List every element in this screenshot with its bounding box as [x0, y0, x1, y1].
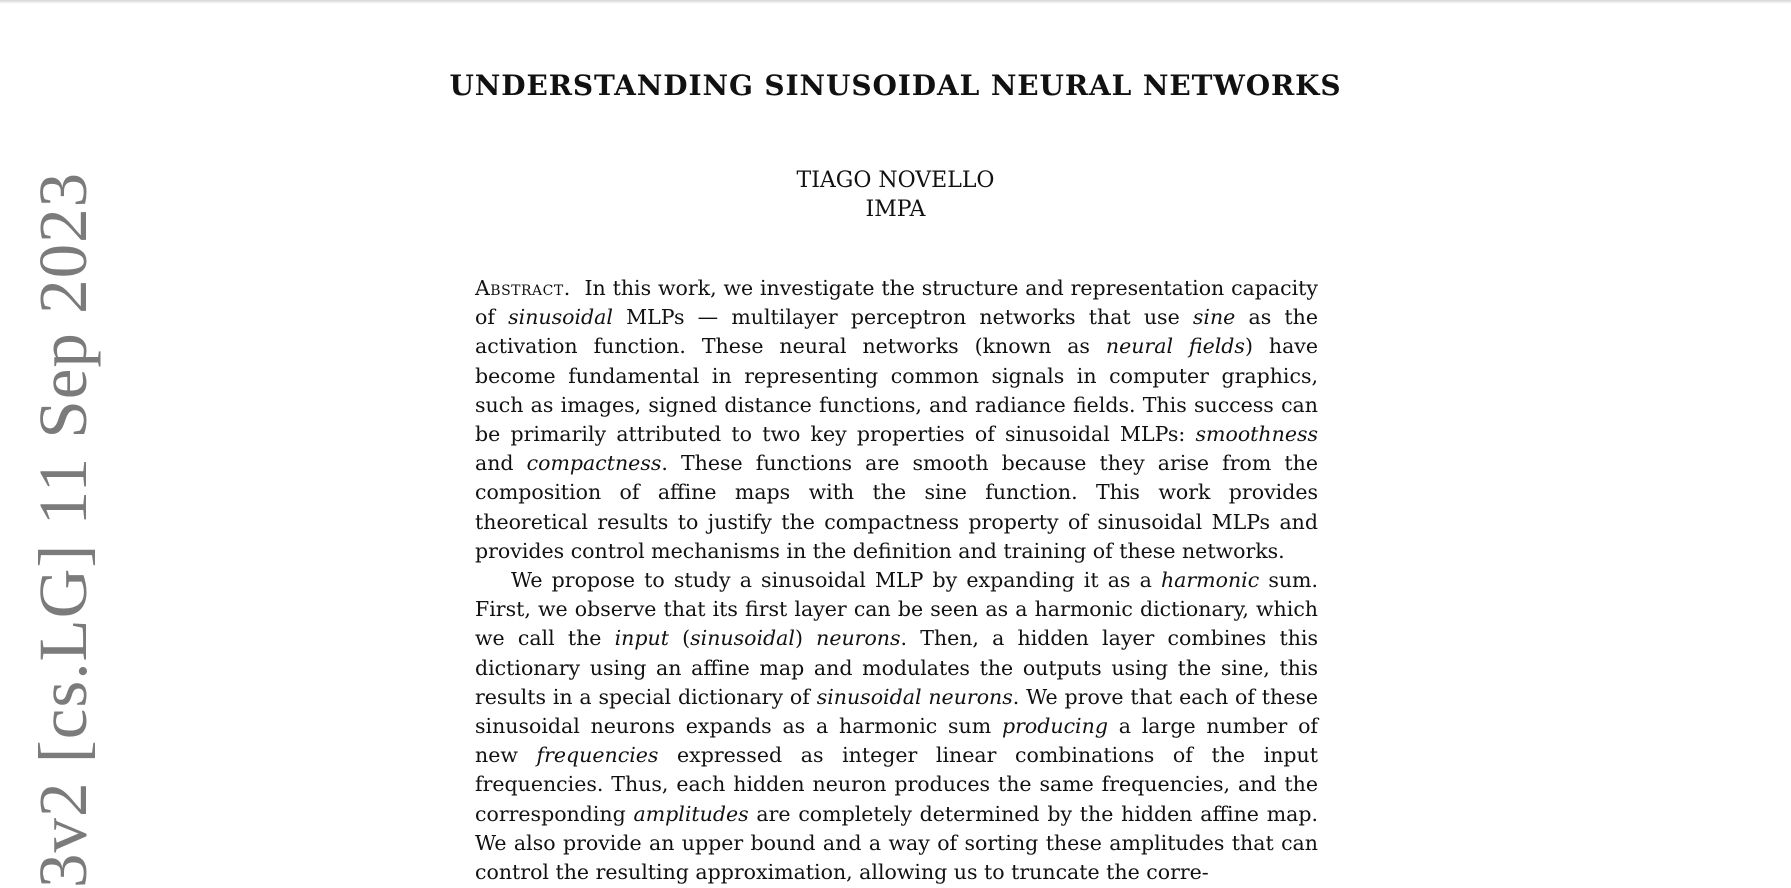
emphasis: input: [614, 626, 669, 651]
emphasis: sinusoidal: [690, 626, 795, 651]
emphasis: neural fields: [1105, 334, 1245, 359]
abstract-paragraph-1: [475, 274, 1318, 566]
abstract-text: and: [475, 451, 527, 476]
abstract-text: ): [794, 626, 817, 651]
emphasis: producing: [1001, 714, 1108, 739]
abstract: [475, 274, 1318, 887]
emphasis: sinusoidal: [508, 305, 613, 330]
emphasis: frequencies: [536, 743, 659, 768]
abstract-text: In this work, we investigate the structure and representation capacity of: [475, 276, 1318, 330]
abstract-text: . Then, a hidden layer combines this dictionary using an affine map and modulates the outputs using the sine, this results in a special dictionary of: [475, 626, 1319, 709]
viewer-top-edge: [0, 0, 1791, 4]
emphasis: sinusoidal neurons: [816, 684, 1013, 709]
abstract-text: . These functions are smooth because they arise from the composition of affine maps with the sine function. This work provides theoretical results to justify the compactness property of sinusoidal MLPs and provides control mechanisms in the definition and training of these networks.: [475, 451, 1318, 563]
emphasis: harmonic: [1160, 568, 1260, 593]
abstract-text: MLPs — multilayer perceptron networks that use: [612, 305, 1193, 330]
arxiv-stamp-text: 3v2 [cs.LG] 11 Sep 2023: [25, 171, 101, 888]
abstract-text: a large number of new: [475, 714, 1318, 768]
author-name: TIAGO NOVELLO: [796, 168, 995, 193]
abstract-paragraph-2: [475, 566, 1318, 887]
abstract-text: We propose to study a sinusoidal MLP by expanding it as a: [511, 568, 1161, 593]
paper-title: UNDERSTANDING SINUSOIDAL NEURAL NETWORKS: [449, 69, 1342, 102]
emphasis: neurons: [816, 626, 901, 651]
emphasis: sine: [1192, 305, 1236, 330]
author-affiliation: IMPA: [865, 197, 926, 222]
abstract-text: sum. First, we observe that its first layer can be seen as a harmonic dictionary, which we call the: [475, 568, 1319, 651]
abstract-text: ) have become fundamental in representing common signals in computer graphics, such as images, signed distance functions, and radiance fields. This success can be primarily attributed to two key properties of sinusoidal MLPs:: [475, 334, 1318, 447]
abstract-text: . We prove that each of these sinusoidal neurons expands as a harmonic sum: [475, 684, 1319, 739]
abstract-label: Abstract.: [475, 276, 571, 300]
abstract-text: (: [668, 626, 691, 651]
abstract-text: as the activation function. These neural networks (known as: [475, 305, 1318, 359]
abstract-text: are completely determined by the hidden affine map. We also provide an upper bound and a way of sorting these amplitudes that can control the resulting approximation, allowing us to truncate the corre-: [475, 801, 1318, 885]
emphasis: amplitudes: [633, 801, 749, 826]
emphasis: smoothness: [1195, 422, 1318, 447]
arxiv-identifier-stamp: [25, 0, 116, 888]
author-block: [0, 166, 1791, 224]
emphasis: compactness: [526, 451, 662, 476]
abstract-text: expressed as integer linear combinations of the input frequencies. Thus, each hidden neuron produces the same frequencies, and the corresponding: [475, 743, 1318, 826]
